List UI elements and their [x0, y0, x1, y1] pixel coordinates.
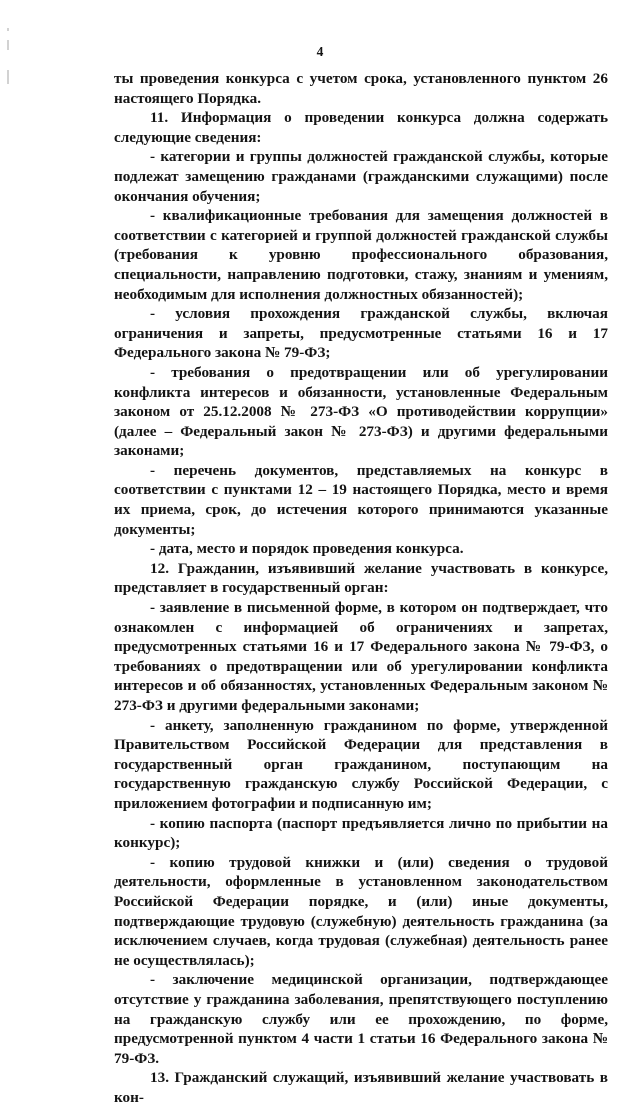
list-item: - анкету, заполненную гражданином по форме, утвержденной Правительством Российской Федерации для представления в государственный орган гражданином, поступающим на государственную гражданскую службу Российской Федерации, с приложением фотографии и подписанную им; — [114, 716, 608, 812]
list-item: - перечень документов, представляемых на конкурс в соответствии с пунктами 12 – 19 настоящего Порядка, место и время их приема, срок, до истечения которого принимаются указанные документы; — [114, 461, 608, 538]
list-item: - копию трудовой книжки и (или) сведения о трудовой деятельности, оформленные в установленном законодательством Российской Федерации порядке, и (или) иные документы, подтверждающие трудовую (служебную) деятельность гражданина (за исключением случаев, когда трудовая (служебная) деятельность ранее не осуществлялась); — [114, 853, 608, 969]
scan-edge-mark — [7, 28, 9, 31]
list-item: - копию паспорта (паспорт предъявляется лично по прибытии на конкурс); — [114, 814, 608, 852]
list-item: - дата, место и порядок проведения конкурса. — [150, 540, 464, 558]
page-number: 4 — [316, 44, 324, 59]
document-body — [114, 69, 608, 1107]
scan-edge-mark — [7, 70, 9, 84]
list-item: - требования о предотвращении или об урегулировании конфликта интересов и обязанности, установленные Федеральным законом от 25.12.2008 № 273-ФЗ «О противодействии коррупции» (далее – Федеральный закон № 273-ФЗ) и другими федеральными законами; — [114, 363, 608, 460]
paragraph: 11. Информация о проведении конкурса должна содержать следующие сведения: — [114, 109, 608, 146]
list-item: - квалификационные требования для замещения должностей в соответствии с категорией и группой должностей гражданской службы (требования к уровню профессионального образования, специальности, направлению подготовки, стажу, знаниям и умениям, необходимым для исполнения должностных обязанностей); — [114, 207, 608, 303]
paragraph: 12. Гражданин, изъявивший желание участвовать в конкурсе, представляет в государственный орган: — [114, 559, 608, 597]
paragraph: ты проведения конкурса с учетом срока, установленного пунктом 26 настоящего Порядка. — [114, 70, 608, 107]
list-item: - условия прохождения гражданской службы, включая ограничения и запреты, предусмотренные статьями 16 и 17 Федерального закона № 79-ФЗ; — [114, 305, 608, 362]
list-item: - категории и группы должностей гражданской службы, которые подлежат замещению гражданами (гражданскими служащими) после окончания обучения; — [114, 148, 608, 205]
list-item: - заключение медицинской организации, подтверждающее отсутствие у гражданина заболевания, препятствующего поступлению на гражданскую службу или ее прохождению, по форме, предусмотренной пунктом 4 части 1 статьи 16 Федерального закона № 79-ФЗ. — [114, 971, 608, 1067]
list-item: - заявление в письменной форме, в котором он подтверждает, что ознакомлен с информацией об ограничениях и запретах, предусмотренных статьями 16 и 17 Федерального закона № 79-ФЗ, о требованиях о предотвращении или об урегулировании конфликта интересов и об обязанностях, установленных Федеральным законом № 273-ФЗ и другими федеральными законами; — [114, 599, 608, 714]
paragraph: 13. Гражданский служащий, изъявивший желание участвовать в кон- — [114, 1069, 608, 1106]
